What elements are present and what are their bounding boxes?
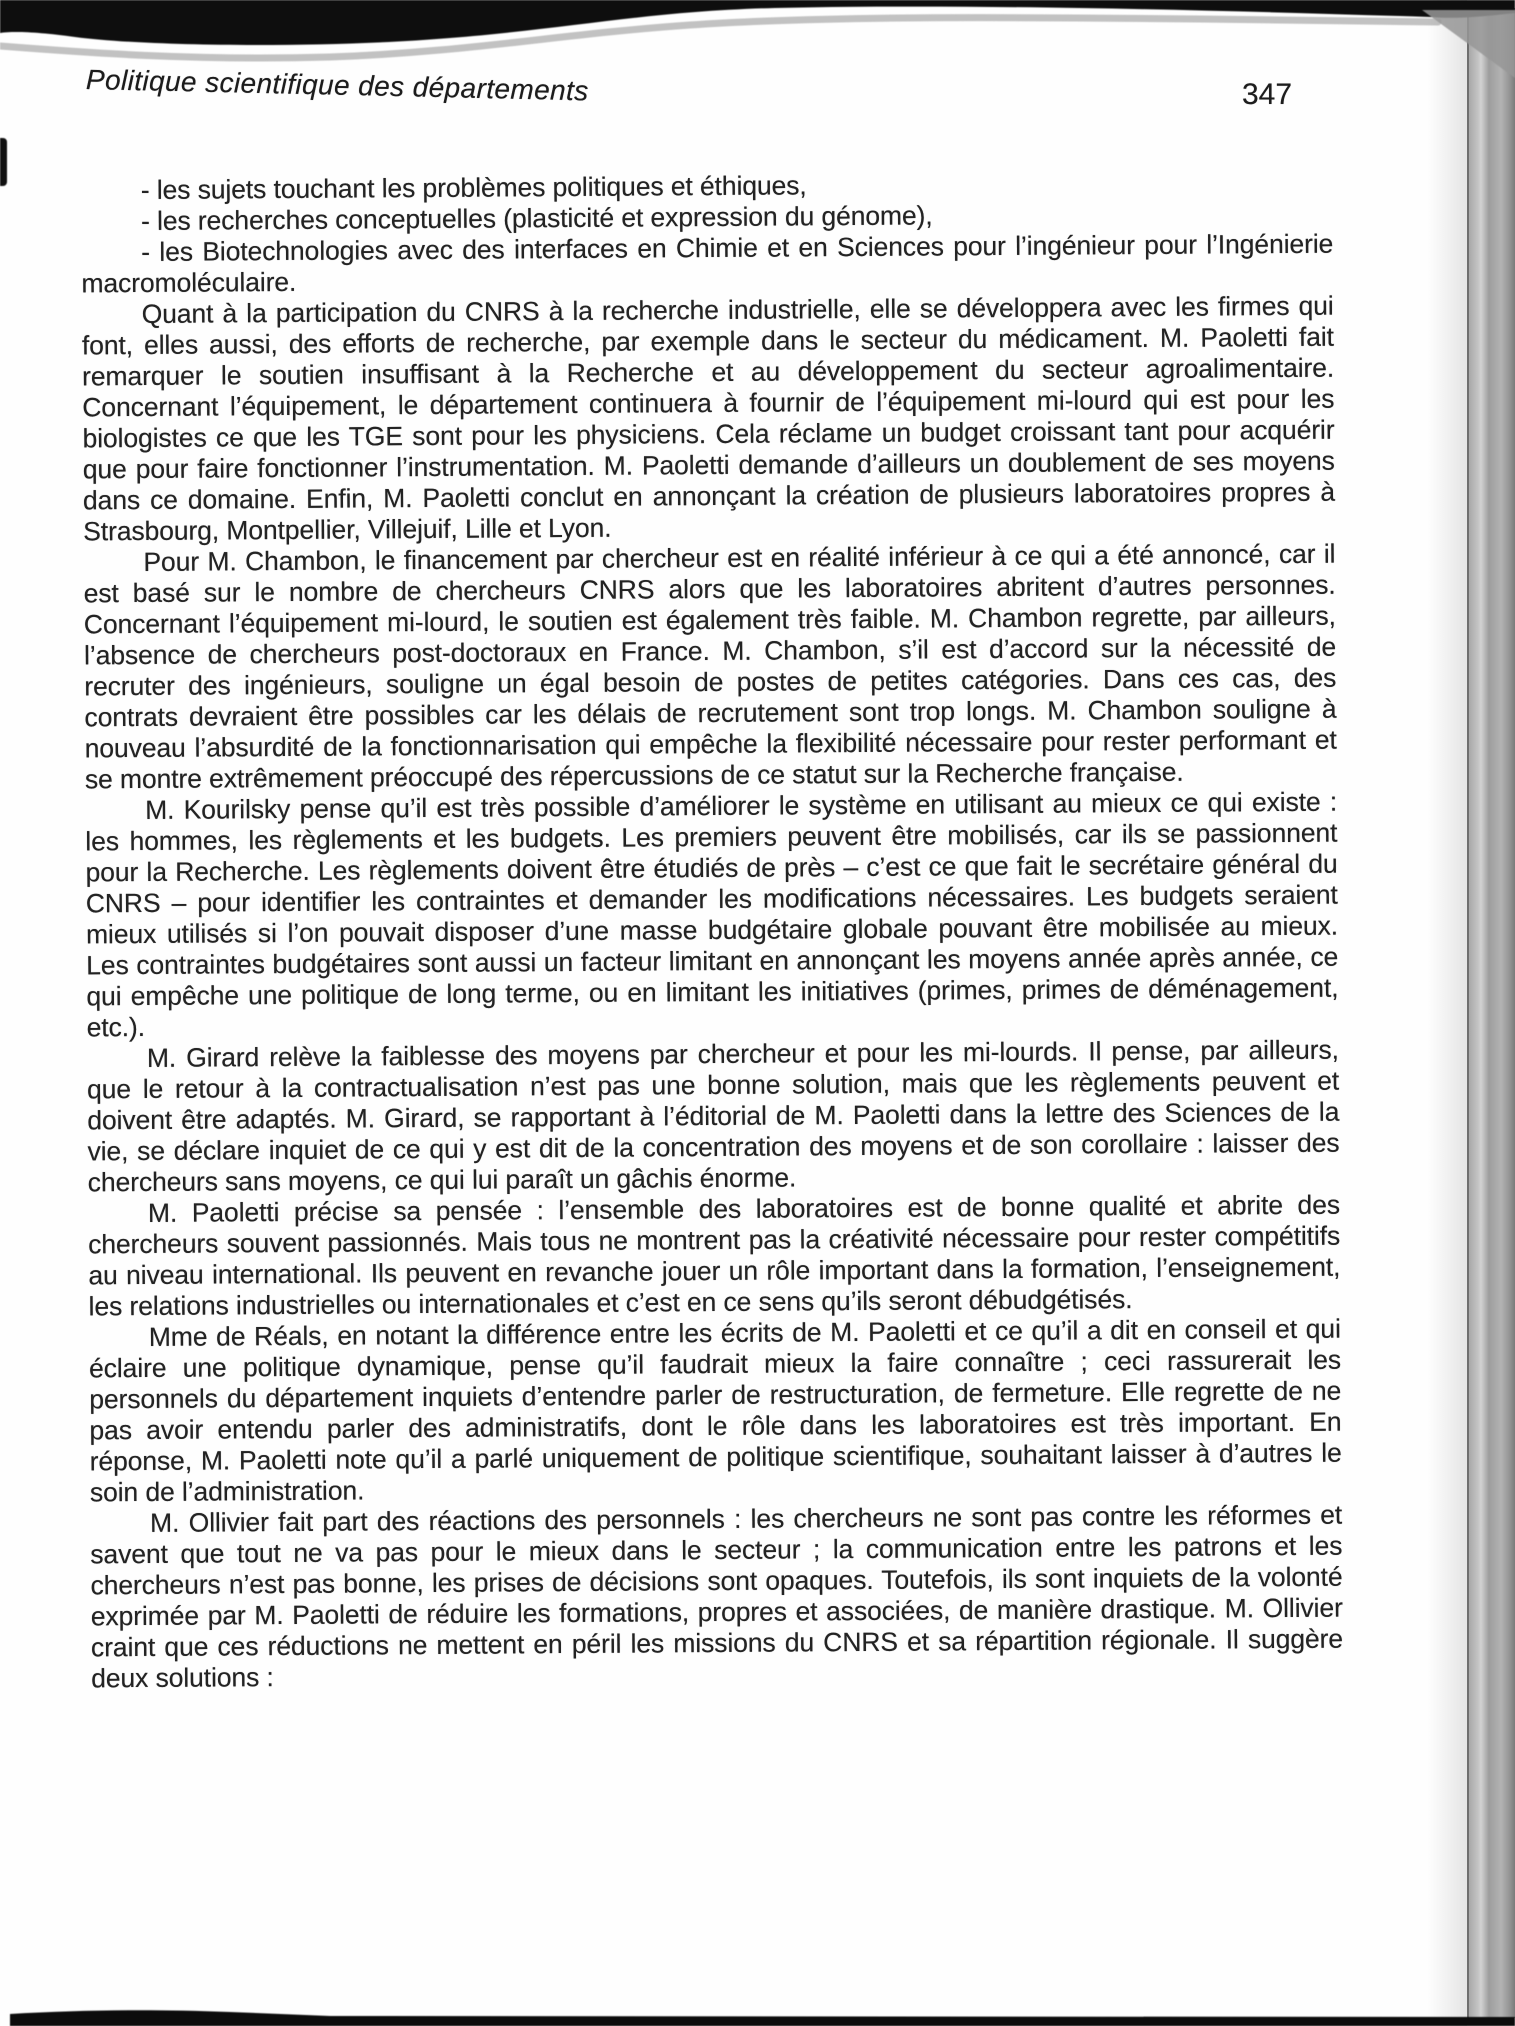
paragraph: Quant à la participation du CNRS à la recherche industrielle, elle se développera avec les firmes qui font, elles aussi, des efforts de recherche, par exemple dans le secteur du médicament. M. Paoletti fait remarquer le soutien insuffisant à la Recherche et au développement du secteur agroalimentaire. Concernant l’équipement, le département continuera à fournir de l’équipement mi-lourd qui est pour les biologistes ce que les TGE sont pour les physiciens. Cela réclame un budget croissant tant pour acquérir que pour faire fonctionner l’instrumentation. M. Paoletti demande d’ailleurs un doublement de ses moyens dans ce domaine. Enfin, M. Paoletti conclut en annonçant la création de plusieurs laboratoires propres à Strasbourg, Montpellier, Villejuif, Lille et Lyon. (81, 290, 1336, 547)
paragraph: M. Paoletti précise sa pensée : l’ensemble des laboratoires est de bonne qualité et abrite des chercheurs souvent passionnés. Mais tous ne montrent pas la créativité nécessaire pour rester compétitifs au niveau international. Ils peuvent en revanche jouer un rôle important dans la formation, l’enseignement, les relations industrielles ou internationales et c’est en ce sens qu’ils seront débudgétisés. (88, 1189, 1341, 1322)
paragraph: Pour M. Chambon, le financement par chercheur est en réalité inférieur à ce qui a été annoncé, car il est basé sur le nombre de chercheurs CNRS alors que les laboratoires abritent d’autres personnes. Concernant l’équipement mi-lourd, le soutien est également très faible. M. Chambon regrette, par ailleurs, l’absence de chercheurs post-doctoraux en France. M. Chambon, s’il est d’accord sur la nécessité de recruter des ingénieurs, souligne un égal besoin de postes de petites catégories. Dans ces cas, des contrats devraient être possibles car les délais de recrutement sont trop longs. M. Chambon souligne à nouveau l’absurdité de la fonctionnarisation qui empêche la flexibilité nécessaire pour rester performant et se montre extrêmement préoccupé des répercussions de ce statut sur la Recherche française. (83, 538, 1337, 795)
bullet-item: - les recherches conceptuelles (plasticité et expression du génome), (140, 200, 933, 236)
scan-artifact-left-mark (0, 138, 7, 186)
paragraph: M. Girard relève la faiblesse des moyens par chercheur et pour les mi-lourds. Il pense, par ailleurs, que le retour à la contractualisation n’est pas une bonne solution, mais que les règlements peuvent et doivent être adaptés. M. Girard, se rapportant à l’éditorial de M. Paoletti dans la lettre des Sciences de la vie, se déclare inquiet de ce qui y est dit de la concentration des moyens et de son corollaire : laisser des chercheurs sans moyens, ce qui lui paraît un gâchis énorme. (86, 1034, 1340, 1198)
running-header-title: Politique scientifique des départements (85, 64, 590, 107)
page-edge-shadow (1427, 0, 1467, 2026)
scan-artifact-bottom (0, 2004, 1515, 2026)
scan-artifact-right-edge (1467, 8, 1515, 2018)
scan-band-bottom-shape (10, 2010, 1515, 2026)
bullet-item: - les sujets touchant les problèmes politiques et éthiques, (140, 170, 807, 205)
page-number: 347 (1242, 78, 1293, 111)
paragraph: M. Ollivier fait part des réactions des personnels : les chercheurs ne sont pas contre les réformes et savent que tout ne va pas pour le mieux dans le secteur ; la communication entre les patrons et les chercheurs n’est pas bonne, les prises de décisions sont opaques. Toutefois, ils sont inquiets de la volonté exprimée par M. Paoletti de réduire les formations, propres et associées, de manière drastique. M. Ollivier craint que ces réductions ne mettent en péril les missions du CNRS et sa répartition régionale. Il suggère deux solutions : (90, 1499, 1344, 1694)
bullet-item: - les Biotechnologies avec des interfaces en Chimie et en Sciences pour l’ingénieur pour l’Ingénierie macromoléculaire. (81, 228, 1334, 299)
scan-artifact-top (0, 0, 1515, 92)
page-body (81, 167, 1344, 1695)
paragraph: M. Kourilsky pense qu’il est très possible d’améliorer le système en utilisant au mieux ce qui existe : les hommes, les règlements et les budgets. Les premiers peuvent être mobilisés, car ils se passionnent pour la Recherche. Les règlements doivent être étudiés de près – c’est ce que fait le secrétaire général du CNRS – pour identifier les contraintes et demander les modifications nécessaires. Les budgets seraient mieux utilisés si l’on pouvait disposer d’une masse budgétaire globale pouvant être mobilisée au mieux. Les contraintes budgétaires sont aussi un facteur limitant en annonçant les moyens année après année, ce qui empêche une politique de long terme, ou en limitant les initiatives (primes, primes de déménagement, etc.). (85, 786, 1339, 1043)
paragraph: Mme de Réals, en notant la différence entre les écrits de M. Paoletti et ce qu’il a dit en conseil et qui éclaire une politique dynamique, pense qu’il faudrait mieux la faire connaître ; ceci rassurerait les personnels du département inquiets d’entendre parler de restructuration, de fermeture. Elle regrette de ne pas avoir entendu parler des administratifs, dont le rôle dans les laboratoires est très important. En réponse, M. Paoletti note qu’il a parlé uniquement de politique scientifique, souhaitant laisser à d’autres le soin de l’administration. (88, 1313, 1342, 1508)
